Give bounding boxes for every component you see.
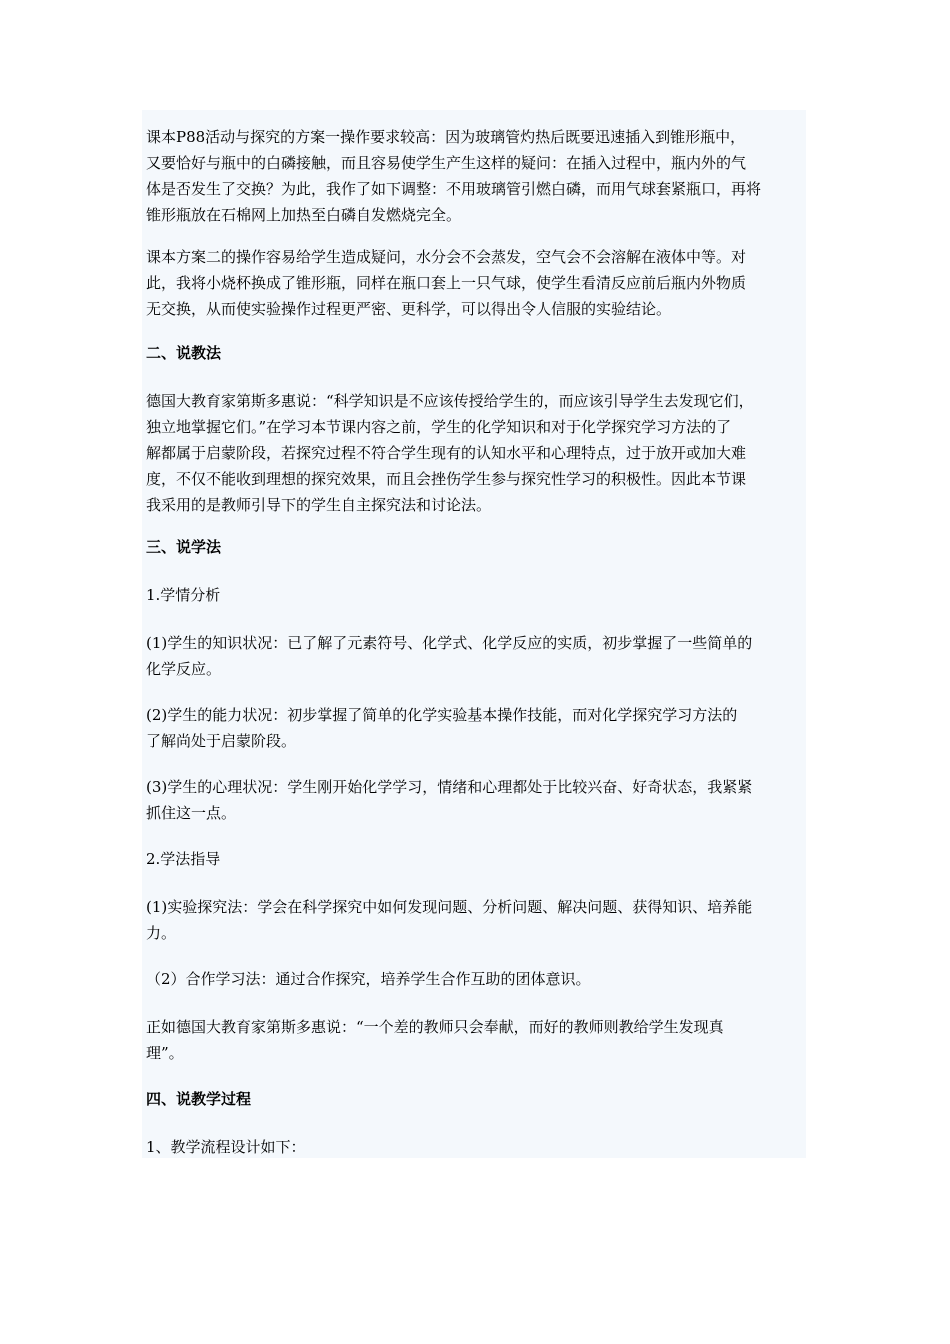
paragraph-experiment-inquiry <box>146 894 806 946</box>
heading-text: 四、说教学过程 <box>146 1090 252 1108</box>
paragraph-psychology-status <box>146 774 806 826</box>
text-line: 我采用的是教师引导下的学生自主探究法和讨论法。 <box>146 496 492 514</box>
text-line: 了解尚处于启蒙阶段。 <box>146 732 297 750</box>
text-line: 此，我将小烧杯换成了锥形瓶，同样在瓶口套上一只气球，使学生看清反应前后瓶内外物质 <box>146 274 747 292</box>
text-line: 课本方案二的操作容易给学生造成疑问，水分会不会蒸发，空气会不会溶解在液体中等。对 <box>146 248 747 266</box>
text-line: 解都属于启蒙阶段，若探究过程不符合学生现有的认知水平和心理特点，过于放开或加大难 <box>146 444 747 462</box>
subheading-learning-guidance <box>146 846 806 872</box>
heading-text: 二、说教法 <box>146 344 222 362</box>
text-line: (3)学生的心理状况：学生刚开始化学学习，情绪和心理都处于比较兴奋、好奇状态，我紧紧 <box>146 778 753 796</box>
text-line: 德国大教育家第斯多惠说：“科学知识是不应该传授给学生的，而应该引导学生去发现它们， <box>146 392 754 410</box>
paragraph-ability-status <box>146 702 806 754</box>
paragraph-activity-plan-one <box>146 124 806 228</box>
text-line: 体是否发生了交换？为此，我作了如下调整：不用玻璃管引燃白磷，而用气球套紧瓶口，再将 <box>146 180 762 198</box>
paragraph-cooperative-learning <box>146 966 806 992</box>
paragraph-diesterweg-quote <box>146 388 806 518</box>
text-line: 1、教学流程设计如下： <box>146 1138 306 1156</box>
text-line: 无交换，从而使实验操作过程更严密、更科学，可以得出令人信服的实验结论。 <box>146 300 672 318</box>
text-line: (2)学生的能力状况：初步掌握了简单的化学实验基本操作技能，而对化学探究学习方法的 <box>146 706 738 724</box>
text-line: 理”。 <box>146 1044 184 1062</box>
heading-text: 三、说学法 <box>146 538 222 556</box>
text-line: 课本P88活动与探究的方案一操作要求较高：因为玻璃管灼热后既要迅速插入到锥形瓶中， <box>146 128 746 146</box>
text-line: 度，不仅不能收到理想的探究效果，而且会挫伤学生参与探究性学习的积极性。因此本节课 <box>146 470 747 488</box>
heading-teaching-process <box>146 1086 806 1112</box>
text-line: 2.学法指导 <box>146 850 221 868</box>
paragraph-plan-two <box>146 244 806 322</box>
text-line: 1.学情分析 <box>146 586 221 604</box>
text-line: 正如德国大教育家第斯多惠说：“一个差的教师只会奉献，而好的教师则教给学生发现真 <box>146 1018 724 1036</box>
text-line: 化学反应。 <box>146 660 222 678</box>
paragraph-teaching-flow <box>146 1134 806 1160</box>
paragraph-teacher-quote <box>146 1014 806 1066</box>
text-line: 独立地掌握它们。”在学习本节课内容之前，学生的化学知识和对于化学探究学习方法的了 <box>146 418 732 436</box>
text-line: 又要恰好与瓶中的白磷接触，而且容易使学生产生这样的疑问：在插入过程中，瓶内外的气 <box>146 154 747 172</box>
text-line: （2）合作学习法：通过合作探究，培养学生合作互助的团体意识。 <box>146 970 591 988</box>
text-line: (1)学生的知识状况：已了解了元素符号、化学式、化学反应的实质，初步掌握了一些简单的 <box>146 634 753 652</box>
text-line: (1)实验探究法：学会在科学探究中如何发现问题、分析问题、解决问题、获得知识、培养能 <box>146 898 753 916</box>
text-line: 锥形瓶放在石棉网上加热至白磷自发燃烧完全。 <box>146 206 462 224</box>
subheading-learner-analysis <box>146 582 806 608</box>
paragraph-knowledge-status <box>146 630 806 682</box>
heading-learning-method <box>146 534 806 560</box>
heading-teaching-method <box>146 340 806 366</box>
text-line: 抓住这一点。 <box>146 804 237 822</box>
text-line: 力。 <box>146 924 177 942</box>
